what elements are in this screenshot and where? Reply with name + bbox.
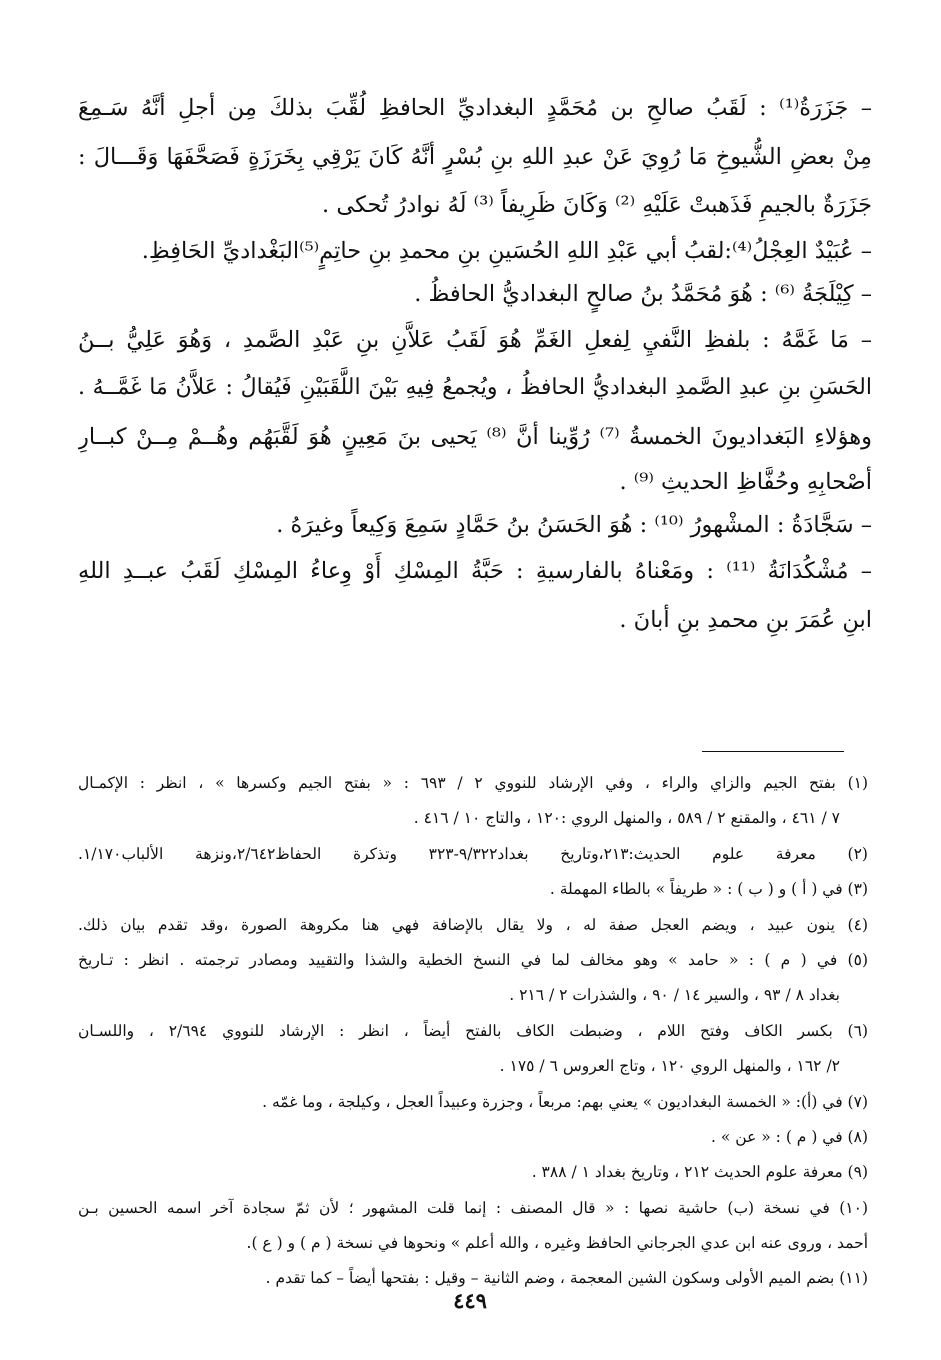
main-line-4: – عُبَيْدٌ العِجْلُ⁽⁴⁾:لقبُ أبي عَبْدِ اللهِ الحُسَينِ بنِ محمدِ بنِ حاتِمٍ⁽⁵⁾البَغْداديِّ الحَافِظِ. [141, 237, 872, 264]
main-text [78, 84, 872, 644]
footnote-line-8: (٦) بكسر الكاف وفتح اللام ، وضبطت الكاف بالفتح أيضاً ، انظر : الإرشاد للنووي ٢/٦٩٤ ، واللسـان [78, 1021, 868, 1040]
main-line-11: – مُشْكُدَانَةُ ⁽¹¹⁾ : ومَعْناهُ بالفارسيةِ : حَبَّةُ المِسْكِ أَوْ وِعاءُ المِسْكِ لَقَبُ عبــدِ اللهِ [78, 558, 872, 584]
footnote-line-14: أحمد ، وروى عنه ابن عدي الجرجاني الحافظ وغيره ، والله أعلم » ونحوها في نسخة ( م ) و ( ع ). [246, 1234, 868, 1253]
main-line-6: – مَا غَمَّهُ : بلفظِ النَّفيِ لِفعلِ الغَمِّ هُوَ لَقَبُ عَلاَّنِ بنِ عَبْدِ الصَّمدِ ، وَهُوَ عَلِيُّ بــنُ [78, 326, 872, 353]
main-line-5: – كِيْلَجَةُ ⁽⁶⁾ : هُوَ مُحَمَّدُ بنُ صالحٍ البغداديُّ الحافظُ . [414, 280, 872, 307]
footnote-separator [702, 751, 844, 752]
main-line-7: الحَسَنِ بنِ عبدِ الصَّمدِ البغداديُّ الحافظُ ، ويُجمعُ فِيهِ بَيْنَ اللَّقَبَيْنِ فَيُقالُ : عَلاَّنُ مَا غَمَّــهُ . [78, 375, 872, 400]
main-line-9: أصْحابِهِ وحُفَّاظِ الحديثِ ⁽⁹⁾ . [619, 469, 872, 495]
footnote-line-6: (٥) في ( م ) : « حامد » وهو مخالف لما في النسخ الخطية والشذا والتقييد ومصادر ترجمته . انظر : تـاريخ [78, 950, 868, 969]
footnote-line-9: ٢/ ١٦٢ ، والمنهل الروي ١٢٠ ، وتاج العروس ٦ / ١٧٥ . [499, 1057, 840, 1076]
footnote-line-12: (٩) معرفة علوم الحديث ٢١٢ ، وتاريخ بغداد ١ / ٣٨٨ . [531, 1163, 868, 1182]
footnotes [78, 766, 868, 1297]
footnote-line-13: (١٠) في نسخة (ب) حاشية نصها : « قال المصنف : إنما قلت المشهور ؛ لأن ثمّ سجادة آخر اسمه الحسين بـن [78, 1198, 868, 1217]
footnote-line-5: (٤) ينون عبيد ، ويضم العجل صفة له ، ولا يقال بالإضافة فهي هنا مكروهة الصورة ،وقد تقدم بيان ذلك. [78, 915, 868, 934]
main-line-12: ابنِ عُمَرَ بنِ محمدِ بنِ أبانَ . [619, 606, 872, 633]
footnote-line-15: (١١) بضم الميم الأولى وسكون الشين المعجمة ، وضم الثانية – وقيل : بفتحها أيضاً – كما تقدم . [265, 1269, 868, 1288]
footnote-line-3: (٢) معرفة علوم الحديث:٢١٣،وتاريخ بغداد٩/٣٢٢-٣٢٣ وتذكرة الحفاظ٢/٦٤٢،ونزهة الألباب١/١٧٠. [78, 844, 868, 863]
main-line-10: – سَجَّادَةُ : المشْهورُ ⁽¹⁰⁾ : هُوَ الحَسَنُ بنُ حَمَّادٍ سَمِعَ وَكِيعاً وغيرَهُ . [276, 512, 872, 538]
footnote-line-4: (٣) في ( أ ) و ( ب ) : « طريفاً » بالطاء المهملة . [549, 880, 868, 899]
page-number: ٤٤٩ [453, 1288, 487, 1313]
main-line-1: – جَزَرَةُ⁽¹⁾ : لَقَبُ صالحِ بن مُحَمَّدٍ البغداديِّ الحافظِ لُقِّبَ بذلكَ مِن أجلِ أنَّهُ سَـمِعَ [78, 95, 872, 121]
main-line-3: جَزَرَةٌ بالجيمِ فَذَهبتْ عَلَيْهِ ⁽²⁾ وَكَانَ ظَرِيفاً ⁽³⁾ لَهُ نوادرُ تُحكى . [322, 192, 872, 218]
footnote-line-7: بغداد ٨ / ٩٣ ، والسير ١٤ / ٩٠ ، والشذرات ٢ / ٢١٦ . [509, 986, 840, 1005]
main-line-8: وهؤلاءِ البَغداديونَ الخمسةُ ⁽⁷⁾ رُوِّينا أنَّ ⁽⁸⁾ يَحيى بنَ مَعِينٍ هُوَ لَقَّبَهُم وهُــمْ مِــنْ كبــارِ [78, 423, 872, 450]
footnote-line-11: (٨) في ( م ) : « عن » . [711, 1127, 868, 1146]
main-line-2: مِنْ بعضِ الشُّيوخِ مَا رُوِيَ عَنْ عبدِ اللهِ بنِ بُسْرٍ أنَّهُ كَانَ يَرْقِي بِخَرَزَةٍ فَصَحَّفَهَا وَقَـــالَ : [78, 143, 872, 170]
footnote-line-10: (٧) في (أ): « الخمسة البغداديون » يعني بهم: مربعاً ، وجزرة وعبيداً العجل ، وكيلجة ، وما غمّه . [262, 1092, 868, 1111]
footnote-line-2: ٧ / ٤٦١ ، والمقنع ٢ / ٥٨٩ ، والمنهل الروي :١٢٠ ، والتاج ١٠ / ٤١٦ . [413, 809, 840, 828]
footnote-line-1: (١) بفتح الجيم والزاي والراء ، وفي الإرشاد للنووي ٢ / ٦٩٣ : « بفتح الجيم وكسرها » ، انظر : الإكمـال [78, 774, 868, 792]
